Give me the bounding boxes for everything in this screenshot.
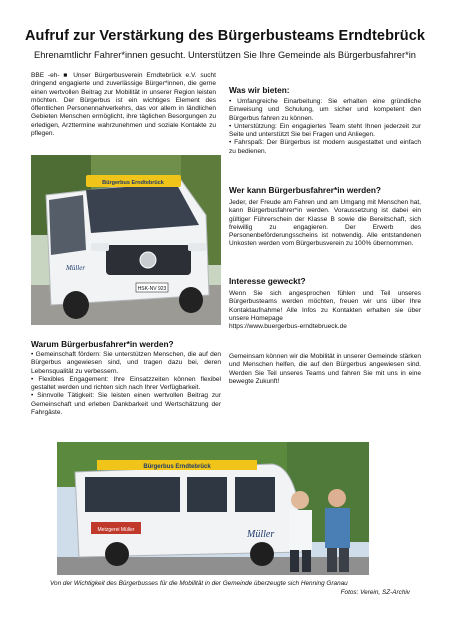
heading-who: Wer kann Bürgerbusfahrer*in werden? <box>229 185 381 195</box>
bus-photo-front <box>31 155 221 325</box>
bus-front-side-text: Müller <box>66 264 86 272</box>
photo-caption: Von der Wichtigkeit des Bürgerbusses für die Mobilität in der Gemeinde überzeugte sich Henning Granau <box>50 580 348 587</box>
interest-block <box>229 290 421 331</box>
who-paragraph: Jeder, der Freude am Fahren und am Umgang mit Menschen hat, kann Bürgerbusfahrer*in werden. Voraussetzung ist dabei ein gültiger Führerschein der Klasse B sowie die Bereitschaft, sich freiwillig zu engagieren. Der Erwerb des Personenbeförderungsscheins ist notwendig. Alle entstandenen Unkosten werden vom Bürgerbusverein zu 100% übernommen. <box>229 199 421 248</box>
bus-side-sponsor: Metzgerei Müller <box>97 527 135 533</box>
bus-front-plate: HSK-NV 923 <box>137 286 167 292</box>
bus-front-brand: Bürgerbus Erndtebrück <box>102 180 164 186</box>
bus-side-illustration <box>57 442 369 575</box>
why-bullet-meaningful: • Sinnvolle Tätigkeit: Sie leisten einen wertvollen Beitrag zur Gemeinschaft und erleben Dankbarkeit und Wertschätzung der Fahrgäste. <box>31 392 221 417</box>
why-bullet-community: • Gemeinschaft fördern: Sie unterstützen Menschen, die auf den Bürgerbus angewiesen sind, und tragen dazu bei, deren Lebensqualität zu verbessern. <box>31 351 221 375</box>
why-bullet-flexible: • Flexibles Engagement: Ihre Einsatzzeiten können flexibel gestaltet werden und richten sich nach Ihrer Verfügbarkeit. <box>31 375 221 392</box>
bus-front-illustration <box>31 155 221 325</box>
article-title: Aufruf zur Verstärkung des Bürgerbusteams Erndtebrück <box>24 28 426 44</box>
article-subtitle: Ehrenamtlichr Fahrer*innen gesucht. Unterstützen Sie Ihre Gemeinde als Bürgerbusfahrer*in <box>34 50 416 60</box>
heading-offer: Was wir bieten: <box>229 85 290 95</box>
heading-interest: Interesse geweckt? <box>229 276 306 286</box>
heading-why: Warum Bürgerbusfahrer*in werden? <box>31 339 174 349</box>
interest-paragraph: Wenn Sie sich angesprochen fühlen und Teil unseres Bürgerbusteams werden möchten, freuen wir uns über Ihre Kontaktaufnahme! Alle Infos zu Kontakten erhalten sie über unsere Homepage <box>229 290 421 322</box>
why-list <box>31 351 221 417</box>
bus-photo-side <box>57 442 369 575</box>
homepage-link[interactable]: https://www.buergerbus-erndtebrueck.de <box>229 323 347 331</box>
offer-list <box>229 98 421 156</box>
offer-bullet-support: • Unterstützung: Ein engagiertes Team steht Ihnen jederzeit zur Seite und unterstützt Sie bei Fragen und Anliegen. <box>229 122 421 139</box>
offer-bullet-fun: • Fahrspaß: Der Bürgerbus ist modern ausgestattet und einfach zu bedienen. <box>229 139 421 155</box>
photo-credit: Fotos: Verein, SZ-Archiv <box>340 589 410 596</box>
closing-paragraph: Gemeinsam können wir die Mobilität in unserer Gemeinde stärken und Menschen helfen, die auf den Bürgerbus angewiesen sind. Werden Sie Teil unseres Teams und fahren Sie mit uns in eine bewegte Zukunft! <box>229 353 421 385</box>
bus-side-text: Müller <box>247 529 275 540</box>
intro-paragraph: BBE -eh- ■ Unser Bürgerbusverein Erndtebrück e.V. sucht dringend engagierte und zuverlässige Bürger*innen, die gerne einen wertvollen Beitrag zur Mobilität in unserer Region leisten möchten. Der Bürgerbus ist ein wichtiges Element des öffentlichen Personennahverkehrs, das vor allem in ländlichen Gebieten Menschen ermöglicht, ihre täglichen Besorgungen zu erledigen, Arzttermine wahrzunehmen und soziale Kontakte zu pflegen. <box>31 72 216 138</box>
offer-bullet-training: • Umfangreiche Einarbeitung: Sie erhalten eine gründliche Einweisung und Schulung, um sicher und kompetent den Bürgerbus fahren zu können. <box>229 98 421 122</box>
bus-side-banner: Bürgerbus Erndtebrück <box>143 464 211 470</box>
